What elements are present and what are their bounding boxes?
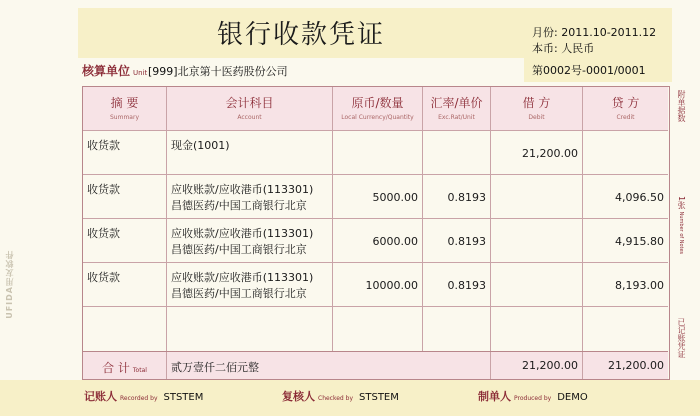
- total-label-en: Total: [132, 367, 147, 374]
- row-amount: [333, 131, 423, 174]
- attachments-count-value: 1张: [677, 196, 686, 210]
- row-account-line2: 昌德医药/中国工商银行北京: [171, 287, 307, 300]
- currency-label: 本币:: [532, 42, 558, 55]
- row-summary: 收货款: [83, 175, 167, 218]
- col-header-amount: [333, 87, 423, 131]
- row-debit: [491, 307, 583, 351]
- voucher-title: 银行收款凭证: [216, 20, 385, 50]
- row-summary: 收货款: [83, 131, 167, 174]
- producer-label: 制单人: [478, 390, 511, 403]
- left-margin-strip: [0, 0, 22, 416]
- producer-field: [478, 388, 588, 404]
- row-summary: 收货款: [83, 219, 167, 262]
- unit-label-en: Unit: [133, 69, 148, 77]
- unit-value: [999]北京第十医药股份公司: [148, 65, 288, 78]
- col-header-credit: [583, 87, 668, 131]
- checker-label-en: Checked by: [318, 395, 354, 402]
- table-row: [83, 263, 668, 307]
- total-amount-words: 贰万壹仟二佰元整: [167, 352, 491, 379]
- row-summary: 收货款: [83, 263, 167, 306]
- row-account-line2: 昌德医药/中国工商银行北京: [171, 199, 307, 212]
- total-credit: 21,200.00: [608, 359, 664, 372]
- period-line: [532, 24, 656, 40]
- row-rate: [423, 131, 491, 174]
- col-header-summary-en: Summary: [110, 114, 139, 121]
- currency-line: [532, 40, 594, 56]
- row-rate: 0.8193: [423, 219, 491, 262]
- table-row: [83, 131, 668, 175]
- row-account: [167, 219, 333, 262]
- row-summary: [83, 307, 167, 351]
- total-row: [83, 351, 668, 379]
- col-header-amount-en: Local Currency/Quantity: [341, 114, 414, 121]
- voucher-number: 第0002号-0001/0001: [532, 64, 646, 77]
- total-debit: 21,200.00: [491, 352, 583, 379]
- unit-label-text: 核算单位: [82, 64, 131, 78]
- row-debit: [491, 263, 583, 306]
- attachments-count-en: Number of Notes: [678, 211, 684, 255]
- recorder-label-en: Recorded by: [120, 395, 158, 402]
- brand-watermark: UFIDA用友软件: [5, 250, 14, 319]
- row-account: [167, 263, 333, 306]
- recorder-field: [84, 388, 203, 404]
- voucher-ledger-table: [82, 86, 670, 380]
- row-rate: 0.8193: [423, 263, 491, 306]
- row-debit: [491, 219, 583, 262]
- recorder-label: 记账人: [84, 390, 117, 403]
- row-account-line1: 应收账款/应收港币(113301): [171, 183, 314, 196]
- row-account: [167, 307, 333, 351]
- row-amount: 10000.00: [333, 263, 423, 306]
- checker-label: 复核人: [282, 390, 315, 403]
- col-header-debit: [491, 87, 583, 131]
- row-amount: 6000.00: [333, 219, 423, 262]
- col-header-account-cn: 会计科目: [225, 96, 274, 110]
- col-header-debit-en: Debit: [528, 114, 545, 121]
- table-row: [83, 175, 668, 219]
- checker-field: [282, 388, 399, 404]
- row-rate: [423, 307, 491, 351]
- col-header-summary-cn: 摘 要: [110, 96, 139, 110]
- attachments-label: 附单据数: [677, 90, 686, 122]
- col-header-rate: [423, 87, 491, 131]
- total-label-text: 合 计: [102, 361, 130, 375]
- col-header-debit-cn: 借 方: [522, 96, 551, 110]
- col-header-credit-cn: 贷 方: [611, 96, 640, 110]
- row-credit: 8,193.00: [615, 279, 664, 292]
- col-header-rate-cn: 汇率/单价: [430, 96, 483, 110]
- table-row: [83, 219, 668, 263]
- row-account-line2: 昌德医药/中国工商银行北京: [171, 243, 307, 256]
- producer-value: DEMO: [557, 392, 588, 403]
- row-amount: 5000.00: [333, 175, 423, 218]
- row-debit: 21,200.00: [491, 131, 583, 174]
- period-value: 2011.10-2011.12: [561, 26, 657, 39]
- col-header-credit-en: Credit: [616, 114, 635, 121]
- row-credit: 4,096.50: [615, 191, 664, 204]
- col-header-account-en: Account: [237, 114, 262, 121]
- total-label: [83, 352, 167, 379]
- row-account-line1: 现金(1001): [171, 139, 230, 152]
- row-account: [167, 131, 333, 174]
- period-label: 月份:: [532, 26, 558, 39]
- col-header-summary: [83, 87, 167, 131]
- currency-value: 人民币: [561, 42, 595, 55]
- col-header-amount-cn: 原币/数量: [351, 96, 404, 110]
- col-header-rate-en: Exc.Rat/Unit: [438, 114, 475, 121]
- row-credit: [583, 131, 668, 174]
- checker-value: STSTEM: [359, 392, 399, 403]
- row-rate: 0.8193: [423, 175, 491, 218]
- row-account-line1: 应收账款/应收港币(113301): [171, 227, 314, 240]
- producer-label-en: Produced by: [514, 395, 552, 402]
- table-row-empty: [83, 307, 668, 351]
- row-credit: 4,915.80: [615, 235, 664, 248]
- attachments-count: [676, 196, 687, 254]
- col-header-account: [167, 87, 333, 131]
- row-amount: [333, 307, 423, 351]
- recorder-value: STSTEM: [163, 392, 204, 403]
- row-credit: [583, 307, 668, 351]
- row-debit: [491, 175, 583, 218]
- unit-label: [82, 62, 147, 79]
- row-account: [167, 175, 333, 218]
- row-account-line1: 应收账款/应收港币(113301): [171, 271, 314, 284]
- posted-stamp-label: 已记账凭证: [677, 318, 686, 358]
